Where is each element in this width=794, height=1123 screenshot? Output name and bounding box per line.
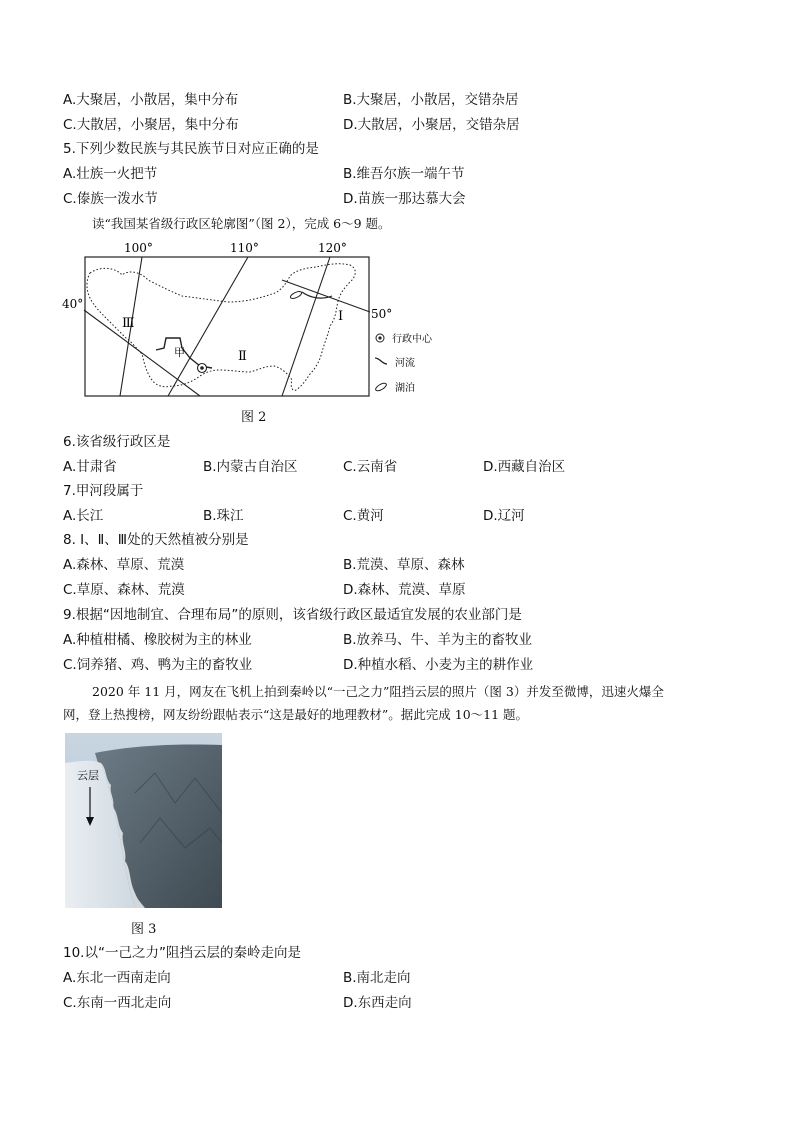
- figure-3-caption: 图 3: [131, 922, 157, 937]
- q10-option-d: D.东西走向: [343, 995, 412, 1011]
- legend-capital-label: 行政中心: [392, 334, 432, 345]
- q8-option-c: C.草原、森林、荒漠: [63, 582, 185, 598]
- lake-symbol: [289, 290, 302, 300]
- q8-option-b: B.荒漠、草原、森林: [343, 557, 465, 573]
- figure-3-photo: [65, 733, 222, 908]
- q6-option-b: B.内蒙古自治区: [203, 459, 298, 475]
- q10-stem: 10.以“一己之力”阻挡云层的秦岭走向是: [63, 945, 301, 961]
- q7-option-c: C.黄河: [343, 508, 384, 524]
- q7-option-a: A.长江: [63, 508, 104, 524]
- label-lat-40: 40°: [62, 297, 84, 311]
- q5-option-b: B.维吾尔族一端午节: [343, 166, 465, 182]
- legend-river-icon: [375, 358, 387, 364]
- cloud-layer-label: 云层: [77, 769, 99, 782]
- legend-lake-label: 湖泊: [395, 383, 415, 394]
- q9-option-d: D.种植水稻、小麦为主的耕作业: [343, 657, 534, 673]
- q10-option-b: B.南北走向: [343, 970, 411, 986]
- label-lon-110: 110°: [230, 241, 259, 255]
- q5-option-a: A.壮族一火把节: [63, 166, 158, 182]
- q4-option-d: D.大散居，小聚居，交错杂居: [343, 117, 520, 133]
- label-lat-50: 50°: [371, 307, 393, 321]
- q5-option-c: C.傣族一泼水节: [63, 191, 158, 207]
- intro-questions-10-11-line1: 2020 年 11 月，网友在飞机上拍到秦岭以“一己之力”阻挡云层的照片（图 3）并发至微博，迅速火爆全: [92, 684, 664, 699]
- q4-option-a: A.大聚居，小散居，集中分布: [63, 92, 239, 108]
- intro-questions-10-11-line2: 网，登上热搜榜，网友纷纷跟帖表示“这是最好的地理教材”。据此完成 10～11 题。: [63, 707, 529, 722]
- region-label-I: Ⅰ: [338, 309, 344, 324]
- q4-option-c: C.大散居，小聚居，集中分布: [63, 117, 239, 133]
- figure-2-caption: 图 2: [241, 410, 267, 425]
- q7-option-b: B.珠江: [203, 508, 244, 524]
- q6-option-d: D.西藏自治区: [483, 459, 566, 475]
- q9-option-c: C.饲养猪、鸡、鸭为主的畜牧业: [63, 657, 253, 673]
- q8-stem: 8. Ⅰ、Ⅱ、Ⅲ处的天然植被分别是: [63, 532, 249, 548]
- figure-2-province-map: [60, 240, 440, 400]
- q5-stem: 5.下列少数民族与其民族节日对应正确的是: [63, 141, 319, 157]
- q8-option-a: A.森林、草原、荒漠: [63, 557, 185, 573]
- legend-lake-icon: [375, 382, 388, 393]
- intro-questions-6-9: 读“我国某省级行政区轮廓图”（图 2），完成 6～9 题。: [92, 216, 391, 231]
- q8-option-d: D.森林、荒漠、草原: [343, 582, 466, 598]
- q7-option-d: D.辽河: [483, 508, 525, 524]
- q6-option-c: C.云南省: [343, 459, 398, 475]
- q10-option-a: A.东北一西南走向: [63, 970, 171, 986]
- q7-stem: 7.甲河段属于: [63, 483, 144, 499]
- q9-option-b: B.放养马、牛、羊为主的畜牧业: [343, 632, 533, 648]
- legend-river-label: 河流: [395, 358, 415, 369]
- region-label-III: Ⅲ: [122, 316, 135, 331]
- q6-stem: 6.该省级行政区是: [63, 434, 171, 450]
- label-lon-100: 100°: [124, 241, 153, 255]
- q5-option-d: D.苗族一那达慕大会: [343, 191, 466, 207]
- q6-option-a: A.甘肃省: [63, 459, 117, 475]
- q9-stem: 9.根据“因地制宜、合理布局”的原则，该省级行政区最适宜发展的农业部门是: [63, 607, 522, 623]
- meridian-110-line: [168, 257, 248, 396]
- q4-option-b: B.大聚居，小散居，交错杂居: [343, 92, 519, 108]
- label-jia: 甲: [174, 346, 185, 359]
- region-label-II: Ⅱ: [238, 349, 247, 364]
- q9-option-a: A.种植柑橘、橡胶树为主的林业: [63, 632, 252, 648]
- q10-option-c: C.东南一西北走向: [63, 995, 172, 1011]
- label-lon-120: 120°: [318, 241, 347, 255]
